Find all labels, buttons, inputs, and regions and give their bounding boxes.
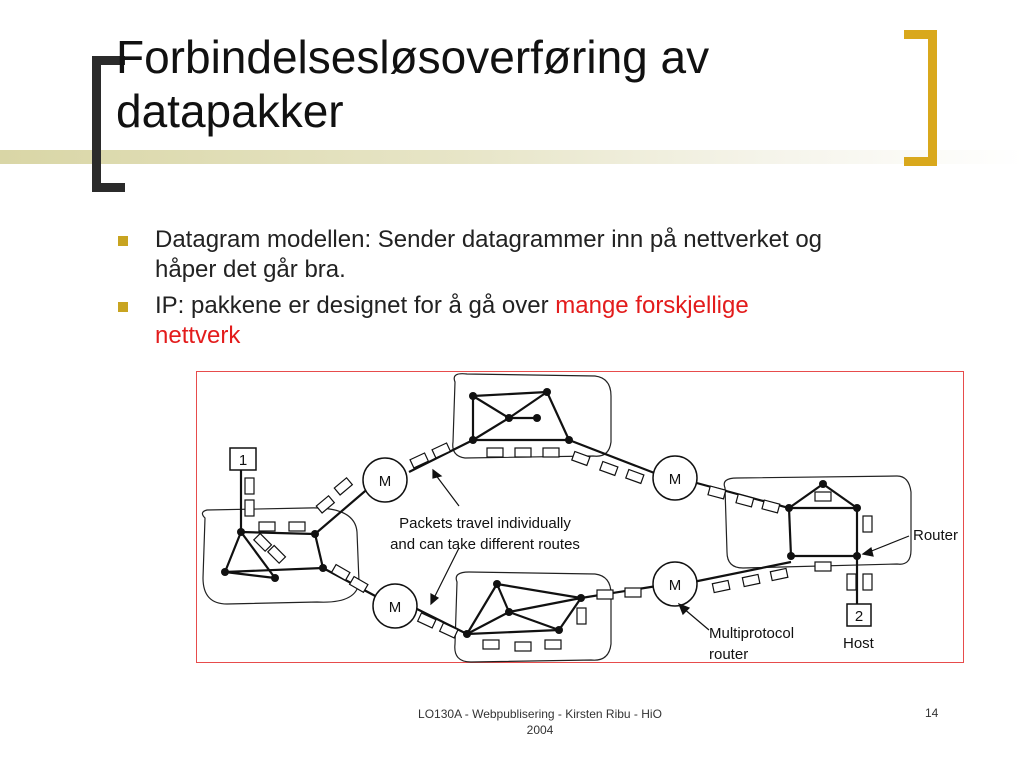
- bullet-square-icon: [118, 236, 128, 246]
- annotation-line-1: Packets travel individually: [399, 515, 571, 532]
- svg-text:M: M: [388, 599, 402, 616]
- multiprotocol-label-line-2: router: [709, 646, 749, 663]
- slide-footer: [380, 706, 700, 738]
- annotation-line-2: and can take different routes: [390, 536, 580, 553]
- bullet-item-2: [118, 291, 838, 351]
- page-number: 14: [925, 706, 939, 720]
- router-left-bottom: [373, 584, 417, 628]
- footer-line-2: 2004: [526, 723, 554, 737]
- router-left-top: [363, 458, 407, 502]
- bullet-square-icon: [118, 302, 128, 312]
- network-nodes: [221, 388, 864, 638]
- router-right-top: [653, 456, 697, 500]
- network-diagram: [197, 372, 965, 664]
- svg-text:M: M: [668, 577, 682, 594]
- footer-line-1: LO130A - Webpublisering - Kirsten Ribu - HiO: [418, 707, 662, 721]
- network-diagram-figure: [196, 371, 964, 663]
- multiprotocol-label-line-1: Multiprotocol: [709, 625, 795, 642]
- host-2-label: 2: [854, 608, 864, 625]
- right-bracket-decoration: [904, 30, 937, 166]
- bullet-text-2: IP: pakkene er designet for å gå over: [155, 292, 556, 319]
- svg-text:M: M: [668, 471, 682, 488]
- bullet-item-1: [118, 225, 838, 285]
- router-right-bottom: [653, 562, 697, 606]
- subnet-cloud-right: [724, 476, 911, 568]
- host-1-label: 1: [238, 452, 248, 469]
- bullet-list: [118, 225, 838, 357]
- subnet-top-links: [473, 392, 569, 440]
- subnet-cloud-top: [453, 374, 611, 458]
- subnet-bottom-links: [467, 584, 581, 634]
- title-underline-stripe: [0, 150, 1024, 164]
- host-label: Host: [843, 635, 874, 652]
- bullet-text-1: Datagram modellen: Sender datagrammer inn på nettverket og håper det går bra.: [155, 226, 823, 283]
- bullet-emphasis-text: mange forskjellige nettverk: [155, 292, 749, 349]
- svg-text:M: M: [378, 473, 392, 490]
- router-label: Router: [913, 527, 959, 544]
- slide-title: Forbindelsesløsoverføring av datapakker: [116, 31, 710, 137]
